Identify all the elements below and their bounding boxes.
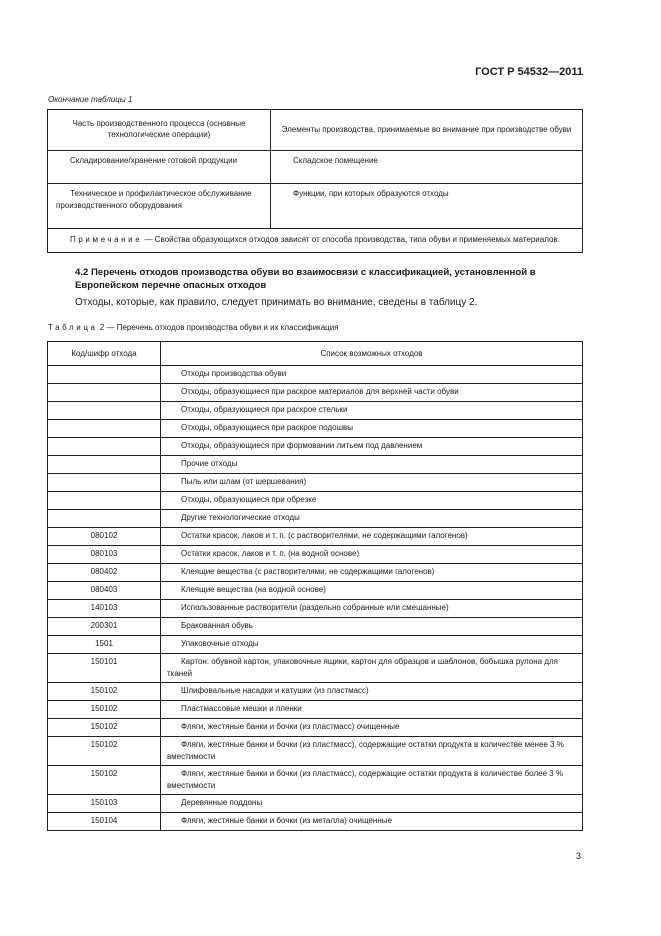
waste-code-cell [48,384,161,402]
table1-cell-process: Складирование/хранение готовой продукции [48,151,271,184]
table-row [48,510,583,528]
table-row [48,813,583,831]
waste-description-cell: Отходы, образующиеся при раскрое материалов для верхней части обуви [161,384,583,402]
section-heading: 4.2 Перечень отходов производства обуви во взаимосвязи с классификацией, установленной в Европейском перечне опасных отходов [75,267,536,292]
document-number: ГОСТ Р 54532—2011 [475,66,583,78]
waste-description-cell: Отходы, образующиеся при формовании литьем под давлением [161,438,583,456]
waste-description-cell: Деревянные поддоны [161,795,583,813]
waste-code-cell [48,366,161,384]
waste-description-cell: Клеящие вещества (с растворителями, не содержащими галогенов) [161,564,583,582]
note-text: — Свойства образующихся отходов зависят от способа производства, типа обуви и применяемых материалов. [142,235,560,244]
table2-header-list: Список возможных отходов [161,342,583,366]
waste-code-cell [48,492,161,510]
table-row [48,766,583,795]
waste-code-cell: 150102 [48,766,161,795]
waste-description-cell: Упаковочные отходы [161,636,583,654]
table-row [48,366,583,384]
waste-code-cell [48,438,161,456]
table-row [48,737,583,766]
waste-description-cell: Отходы, образующиеся при раскрое стельки [161,402,583,420]
waste-code-cell: 150102 [48,701,161,719]
note-label: Примечание [70,235,143,244]
table1-note [48,229,583,253]
waste-code-cell [48,420,161,438]
table-row [48,618,583,636]
table-row [48,528,583,546]
waste-description-cell: Прочие отходы [161,456,583,474]
waste-code-cell: 140103 [48,600,161,618]
waste-code-cell [48,474,161,492]
table-row [48,456,583,474]
table1 [47,109,583,253]
table-row [48,184,583,229]
waste-description-cell: Фляги, жестяные банки и бочки (из металла) очищенные [161,813,583,831]
table1-header-row [48,110,583,151]
table2 [47,341,583,831]
table2-caption-label: Таблица [48,323,98,332]
waste-description-cell: Клеящие вещества (на водной основе) [161,582,583,600]
table1-note-row [48,229,583,253]
table1-cell-elements: Функции, при которых образуются отходы [271,184,583,229]
waste-description-cell: Отходы производства обуви [161,366,583,384]
section-paragraph: Отходы, которые, как правило, следует принимать во внимание, сведены в таблицу 2. [75,297,478,308]
waste-code-cell: 080103 [48,546,161,564]
table-row [48,438,583,456]
waste-description-cell: Остатки красок, лаков и т. п. (на водной основе) [161,546,583,564]
table-row [48,492,583,510]
waste-description-cell: Пластмассовые мешки и пленки [161,701,583,719]
table1-caption: Окончание таблицы 1 [48,95,133,104]
table-row [48,654,583,683]
waste-code-cell: 080403 [48,582,161,600]
table-row [48,564,583,582]
table1-cell-process: Техническое и профилактическое обслуживание производственного оборудования [48,184,271,229]
table-row [48,683,583,701]
waste-code-cell: 150104 [48,813,161,831]
table2-caption [48,323,339,332]
waste-code-cell: 1501 [48,636,161,654]
table-row [48,582,583,600]
table2-caption-text: 2 — Перечень отходов производства обуви и их классификация [97,323,339,332]
waste-code-cell: 150102 [48,683,161,701]
waste-code-cell: 080402 [48,564,161,582]
table-row [48,384,583,402]
waste-description-cell: Другие технологические отходы [161,510,583,528]
table-row [48,402,583,420]
table1-header-process: Часть производственного процесса (основные технологические операции) [48,110,271,151]
waste-description-cell: Остатки красок, лаков и т. п. (с растворителями, не содержащими галогенов) [161,528,583,546]
page-number: 3 [575,851,581,861]
waste-description-cell: Отходы, образующиеся при обрезке [161,492,583,510]
waste-description-cell: Фляги, жестяные банки и бочки (из пластмасс) очищенные [161,719,583,737]
waste-description-cell: Шлифовальные насадки и катушки (из пластмасс) [161,683,583,701]
waste-code-cell [48,510,161,528]
waste-code-cell: 150101 [48,654,161,683]
waste-description-cell: Фляги, жестяные банки и бочки (из пластмасс), содержащие остатки продукта в количестве менее 3 % вместимости [161,737,583,766]
waste-description-cell: Пыль или шлам (от шершевания) [161,474,583,492]
table-row [48,151,583,184]
waste-description-cell: Отходы, образующиеся при раскрое подошвы [161,420,583,438]
waste-description-cell: Картон: обувной картон, упаковочные ящики, картон для образцов и шаблонов, бобышка рулона для тканей [161,654,583,683]
waste-code-cell: 150102 [48,737,161,766]
waste-code-cell: 080102 [48,528,161,546]
waste-code-cell: 200301 [48,618,161,636]
table-row [48,636,583,654]
table-row [48,600,583,618]
waste-code-cell [48,456,161,474]
table-row [48,474,583,492]
table2-header-row [48,342,583,366]
waste-description-cell: Использованные растворители (раздельно собранные или смешанные) [161,600,583,618]
table-row [48,701,583,719]
table-row [48,420,583,438]
table-row [48,546,583,564]
table-row [48,719,583,737]
table1-cell-elements: Складское помещение [271,151,583,184]
table2-header-code: Код/шифр отхода [48,342,161,366]
waste-description-cell: Бракованная обувь [161,618,583,636]
table1-header-elements: Элементы производства, принимаемые во внимание при производстве обуви [271,110,583,151]
waste-code-cell: 150102 [48,719,161,737]
table2-body [48,366,583,831]
waste-description-cell: Фляги, жестяные банки и бочки (из пластмасс), содержащие остатки продукта в количестве более 3 % вместимости [161,766,583,795]
waste-code-cell [48,402,161,420]
table-row [48,795,583,813]
waste-code-cell: 150103 [48,795,161,813]
